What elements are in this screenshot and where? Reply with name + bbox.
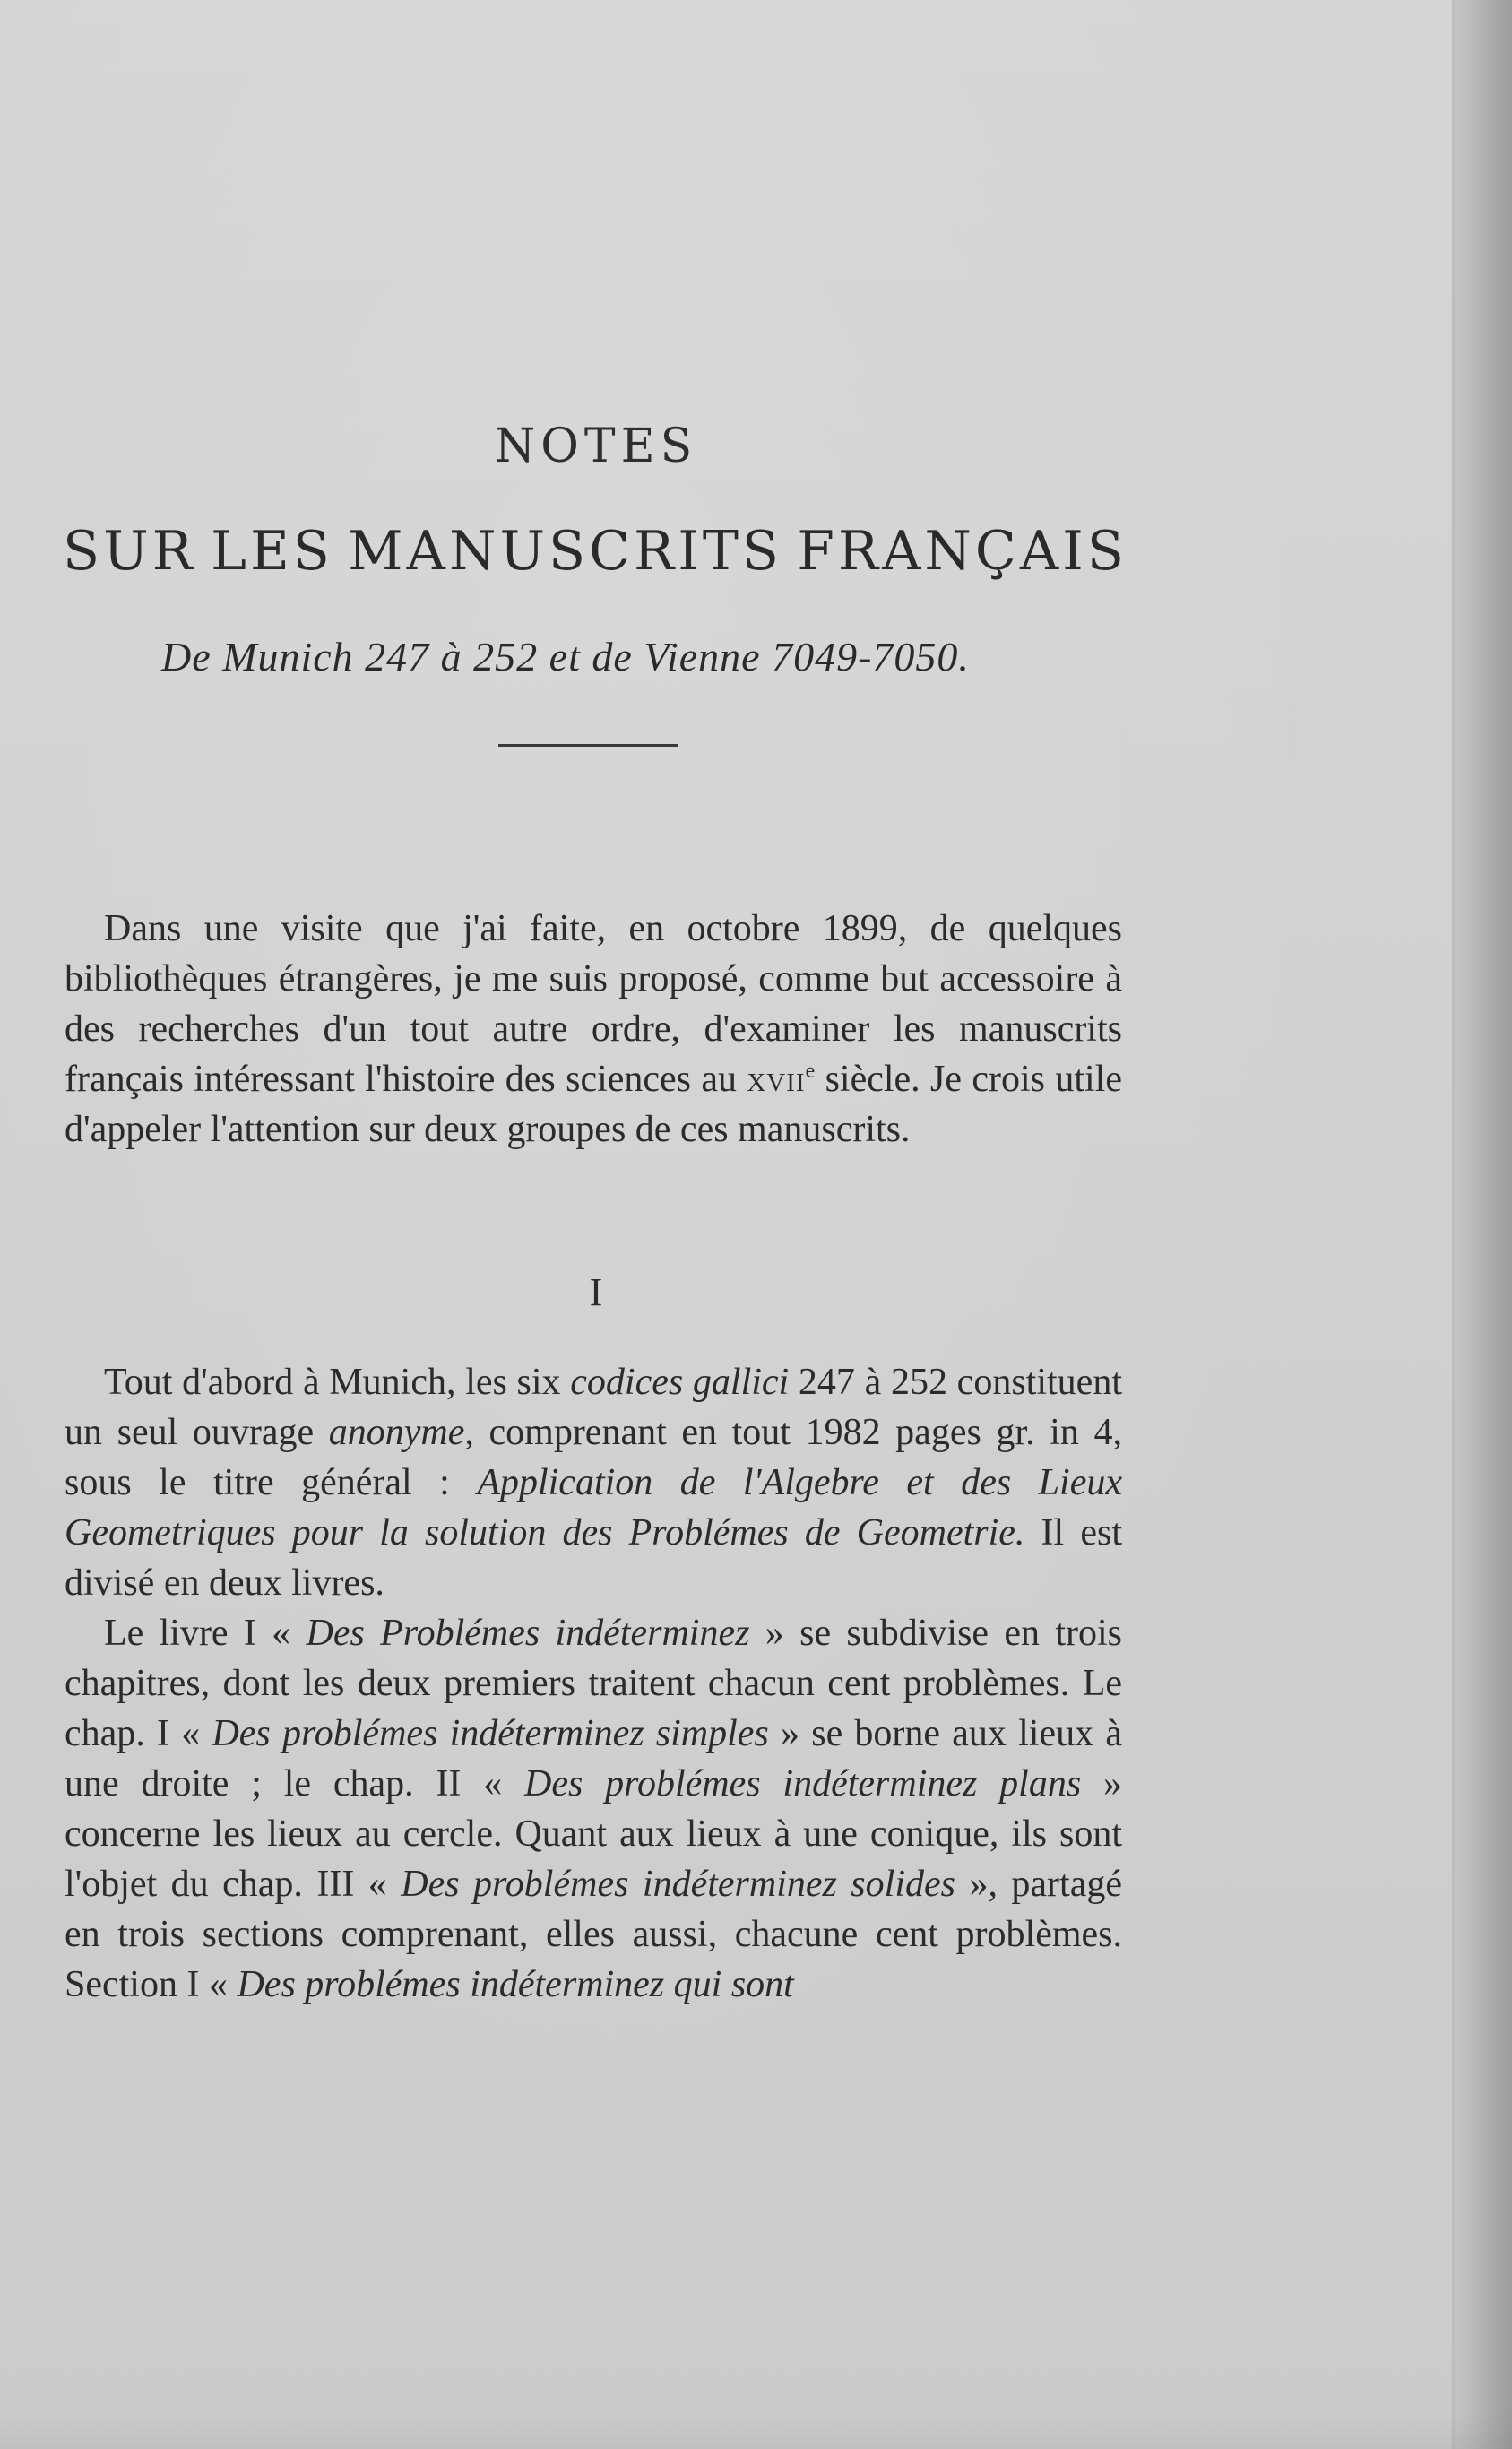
intro-paragraph — [65, 904, 1122, 1155]
main-title — [63, 520, 1128, 583]
work-title: Application de l'Algebre et des Lieux Geometriques pour la solution des Problémes de Geometrie. — [65, 1462, 1122, 1553]
title-problemes-simples: Des problémes indéterminez simples — [212, 1713, 769, 1754]
title-word-2: LES — [211, 520, 333, 583]
century-superscript: e — [805, 1060, 816, 1083]
para3-text-b: » se subdivise en trois chapitres, dont les deux premiers traitent chacun cent problèmes. Le chap. I « — [65, 1613, 1122, 1754]
intro-text-b: siècle. Je crois utile d'appeler l'attention sur deux groupes de ces manuscrits. — [65, 1059, 1122, 1150]
title-word-3: MANUSCRITS — [348, 520, 783, 583]
para2-text-d: Il est divisé en deux livres. — [65, 1512, 1122, 1604]
notes-heading: NOTES — [494, 420, 698, 473]
title-word-1: SUR — [63, 520, 196, 583]
anonyme-word: anonyme, — [328, 1412, 474, 1453]
page-bottom-shadow — [0, 2413, 1512, 2449]
subtitle: De Munich 247 à 252 et de Vienne 7049-7050. — [161, 634, 970, 679]
para3-text-c: » se borne aux lieux à une droite ; le chap. II « — [65, 1713, 1122, 1804]
section-number: I — [589, 1270, 603, 1314]
century-numeral: xvii — [747, 1059, 806, 1100]
para2-text-c: comprenant en tout 1982 pages gr. in 4, sous le titre général : — [65, 1412, 1122, 1503]
title-problemes-indeterminez: Des Problémes indéterminez — [306, 1613, 750, 1654]
page-binding-edge — [1455, 0, 1512, 2449]
title-problemes-plans: Des problémes indéterminez plans — [524, 1763, 1082, 1804]
title-problemes-solides: Des problémes indéterminez solides — [401, 1864, 955, 1905]
codices-gallici: codices gallici — [570, 1362, 790, 1403]
para3-text-d: » concerne les lieux au cercle. Quant aux lieux à une conique, ils sont l'objet du chap. III « — [65, 1763, 1123, 1905]
title-word-4: FRANÇAIS — [797, 520, 1128, 583]
paragraph-munich — [65, 1357, 1122, 1608]
para2-text-b: 247 à 252 constituent un seul ouvrage — [65, 1362, 1122, 1453]
paragraph-livre-one — [65, 1608, 1122, 2010]
para2-text-a: Tout d'abord à Munich, les six — [104, 1362, 571, 1403]
intro-text-a: Dans une visite que j'ai faite, en octobre 1899, de quelques bibliothèques étrangères, je me suis proposé, comme but accessoire à des recherches d'un tout autre ordre, d'examiner les manuscrits français intéressant l'histoire des sciences au — [65, 908, 1122, 1100]
para3-text-e: », partagé en trois sections comprenant, elles aussi, chacune cent problèmes. Section I « — [65, 1864, 1122, 2005]
para3-text-a: Le livre I « — [104, 1613, 307, 1654]
title-problemes-qui-sont: Des problémes indéterminez qui sont — [237, 1964, 794, 2005]
title-divider-rule — [498, 744, 678, 747]
